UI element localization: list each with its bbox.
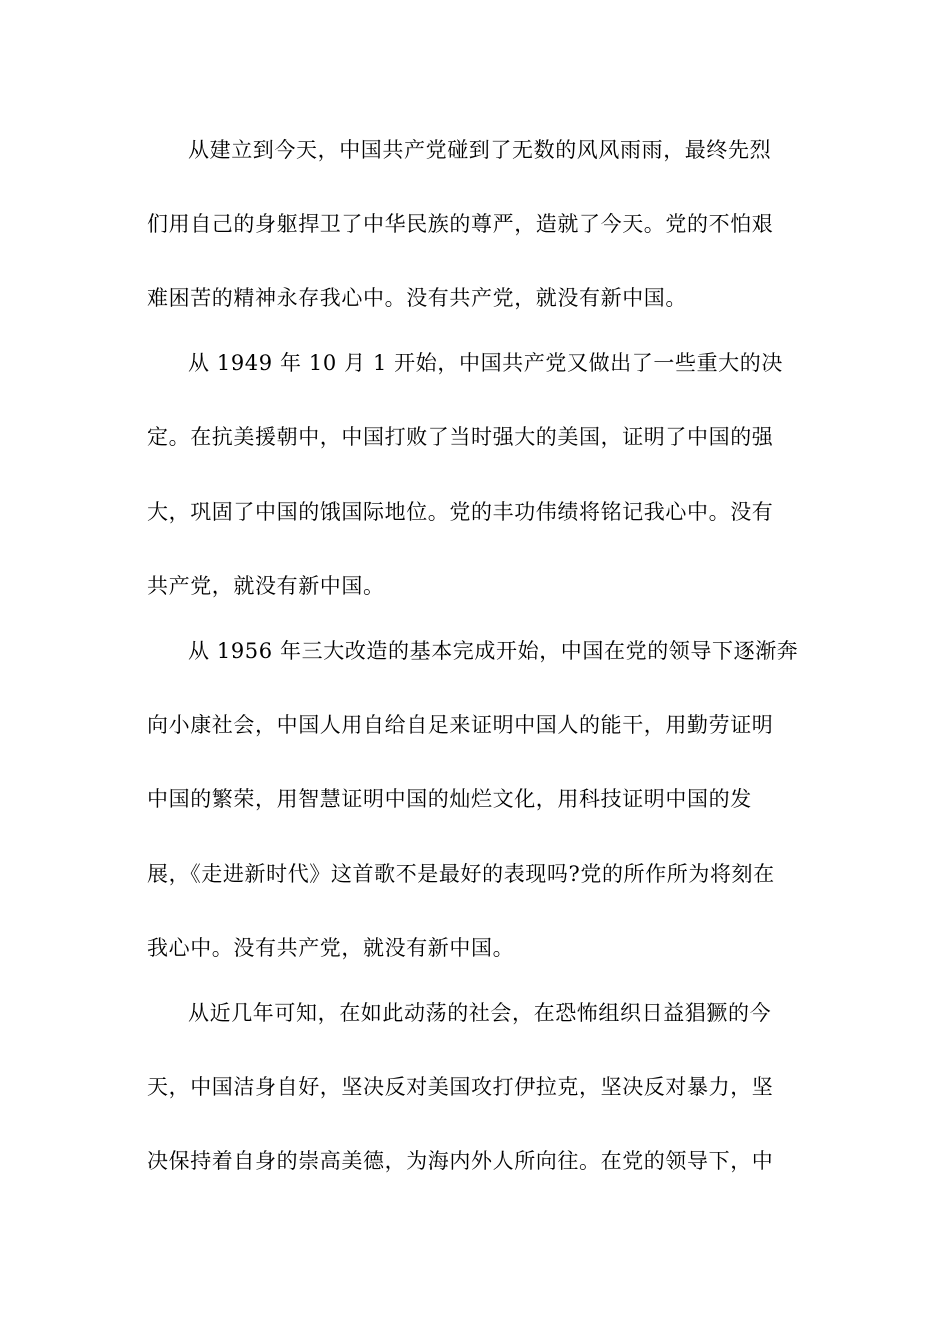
paragraph-3-line-3: 中国的繁荣，用智慧证明中国的灿烂文化，用科技证明中国的发 — [147, 787, 752, 811]
paragraph-3-line-4: 展，《走进新时代》这首歌不是最好的表现吗?党的所作所为将刻在 — [147, 862, 775, 886]
paragraph-3-line-5: 我心中。没有共产党，就没有新中国。 — [147, 936, 515, 960]
paragraph-1-line-3: 难困苦的精神永存我心中。没有共产党，就没有新中国。 — [147, 286, 687, 310]
paragraph-3-line-2: 向小康社会，中国人用自给自足来证明中国人的能干，用勤劳证明 — [147, 713, 774, 737]
paragraph-4-line-3: 决保持着自身的崇高美德，为海内外人所向往。在党的领导下，中 — [147, 1149, 774, 1173]
paragraph-4-line-2: 天，中国洁身自好，坚决反对美国攻打伊拉克，坚决反对暴力，坚 — [147, 1075, 774, 1099]
paragraph-1-line-1: 从建立到今天，中国共产党碰到了无数的风风雨雨，最终先烈 — [188, 138, 772, 162]
paragraph-2-line-3: 大，巩固了中国的饿国际地位。党的丰功伟绩将铭记我心中。没有 — [147, 500, 774, 524]
paragraph-3-line-1: 从 1956 年三大改造的基本完成开始，中国在党的领导下逐渐奔 — [188, 639, 799, 663]
paragraph-2-line-4: 共产党，就没有新中国。 — [147, 574, 385, 598]
paragraph-2-line-2: 定。在抗美援朝中，中国打败了当时强大的美国，证明了中国的强 — [147, 425, 774, 449]
paragraph-2-line-1: 从 1949 年 10 月 1 开始，中国共产党又做出了一些重大的决 — [188, 351, 783, 375]
paragraph-4-line-1: 从近几年可知，在如此动荡的社会，在恐怖组织日益猖獗的今 — [188, 1001, 772, 1025]
paragraph-1-line-2: 们用自己的身躯捍卫了中华民族的尊严，造就了今天。党的不怕艰 — [147, 212, 774, 236]
